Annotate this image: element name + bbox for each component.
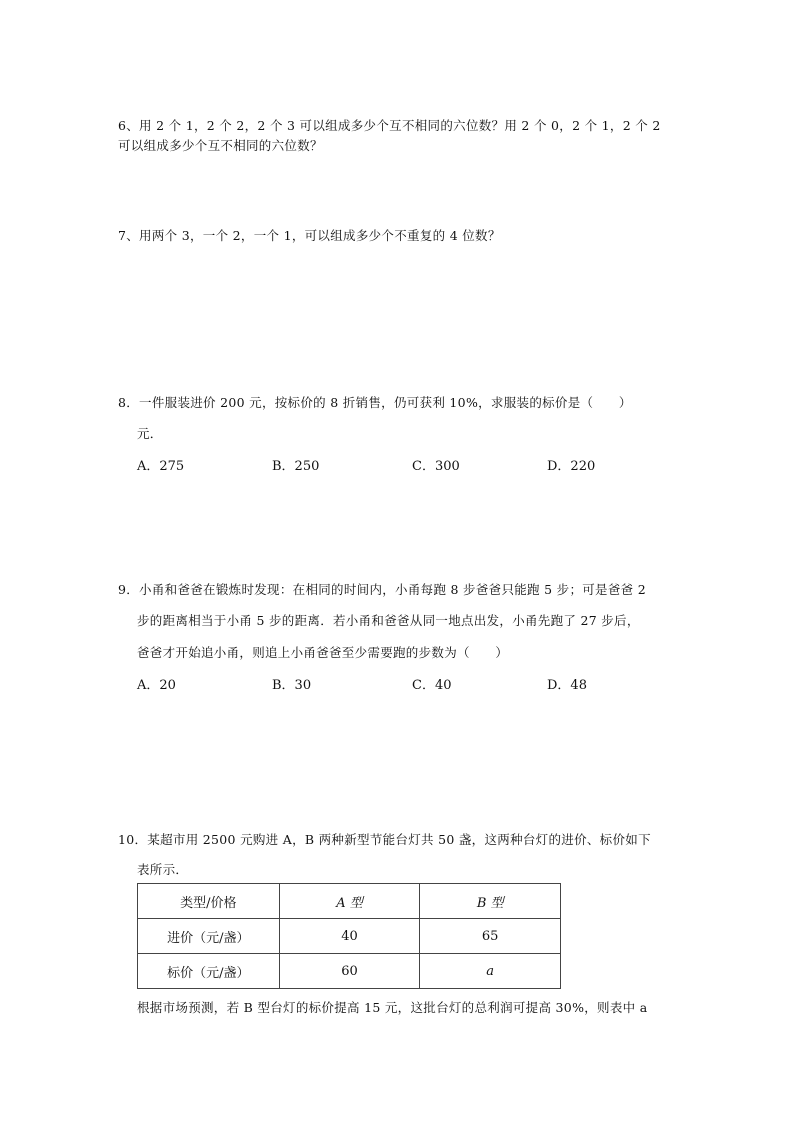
question-10-line-2: 表所示． (137, 862, 189, 877)
table-header-a: A 型 (279, 884, 420, 919)
price-table (137, 883, 561, 989)
question-9-option-d: D．48 (547, 678, 587, 693)
question-7-line-1: 7、用两个 3，一个 2，一个 1，可以组成多少个不重复的 4 位数？ (118, 228, 501, 243)
table-header-row (138, 884, 561, 919)
question-10-line-3: 根据市场预测，若 B 型台灯的标价提高 15 元，这批台灯的总利润可提高 30%，则表中 a (137, 1000, 648, 1015)
table-row (138, 919, 561, 954)
question-10-line-1: 10．某超市用 2500 元购进 A，B 两种新型节能台灯共 50 盏，这两种台灯的进价、标价如下 (118, 832, 651, 847)
question-8-option-d: D．220 (547, 459, 596, 474)
question-9-option-c: C．40 (412, 678, 452, 693)
question-8-option-a: A．275 (137, 459, 185, 474)
question-9-line-1: 9．小甬和爸爸在锻炼时发现：在相同的时间内，小甬每跑 8 步爸爸只能跑 5 步；可是爸爸 2 (118, 582, 646, 597)
table-cell: 60 (279, 954, 420, 989)
question-8-line-1: 8．一件服装进价 200 元，按标价的 8 折销售，仍可获利 10%，求服装的标价是（ ） (118, 395, 632, 410)
question-8-option-c: C．300 (412, 459, 460, 474)
question-8-line-2: 元． (137, 426, 163, 441)
table-cell-label: 进价（元/盏） (138, 919, 280, 954)
table-row (138, 954, 561, 989)
table-header-type: 类型/价格 (138, 884, 280, 919)
table-cell-label: 标价（元/盏） (138, 954, 280, 989)
question-9-option-b: B．30 (272, 678, 312, 693)
question-9-line-2: 步的距离相当于小甬 5 步的距离．若小甬和爸爸从同一地点出发，小甬先跑了 27 步后， (137, 613, 640, 628)
table-cell: 40 (279, 919, 420, 954)
table-header-b: B 型 (420, 884, 561, 919)
table-cell: 65 (420, 919, 561, 954)
question-9-line-3: 爸爸才开始追小甬，则追上小甬爸爸至少需要跑的步数为（ ） (137, 645, 509, 660)
table-cell: a (420, 954, 561, 989)
question-6-line-1: 6、用 2 个 1，2 个 2，2 个 3 可以组成多少个互不相同的六位数？用 2 个 0，2 个 1，2 个 2 (118, 118, 661, 133)
question-6-line-2: 可以组成多少个互不相同的六位数？ (118, 138, 323, 153)
question-9-option-a: A．20 (137, 678, 176, 693)
question-8-option-b: B．250 (272, 459, 320, 474)
